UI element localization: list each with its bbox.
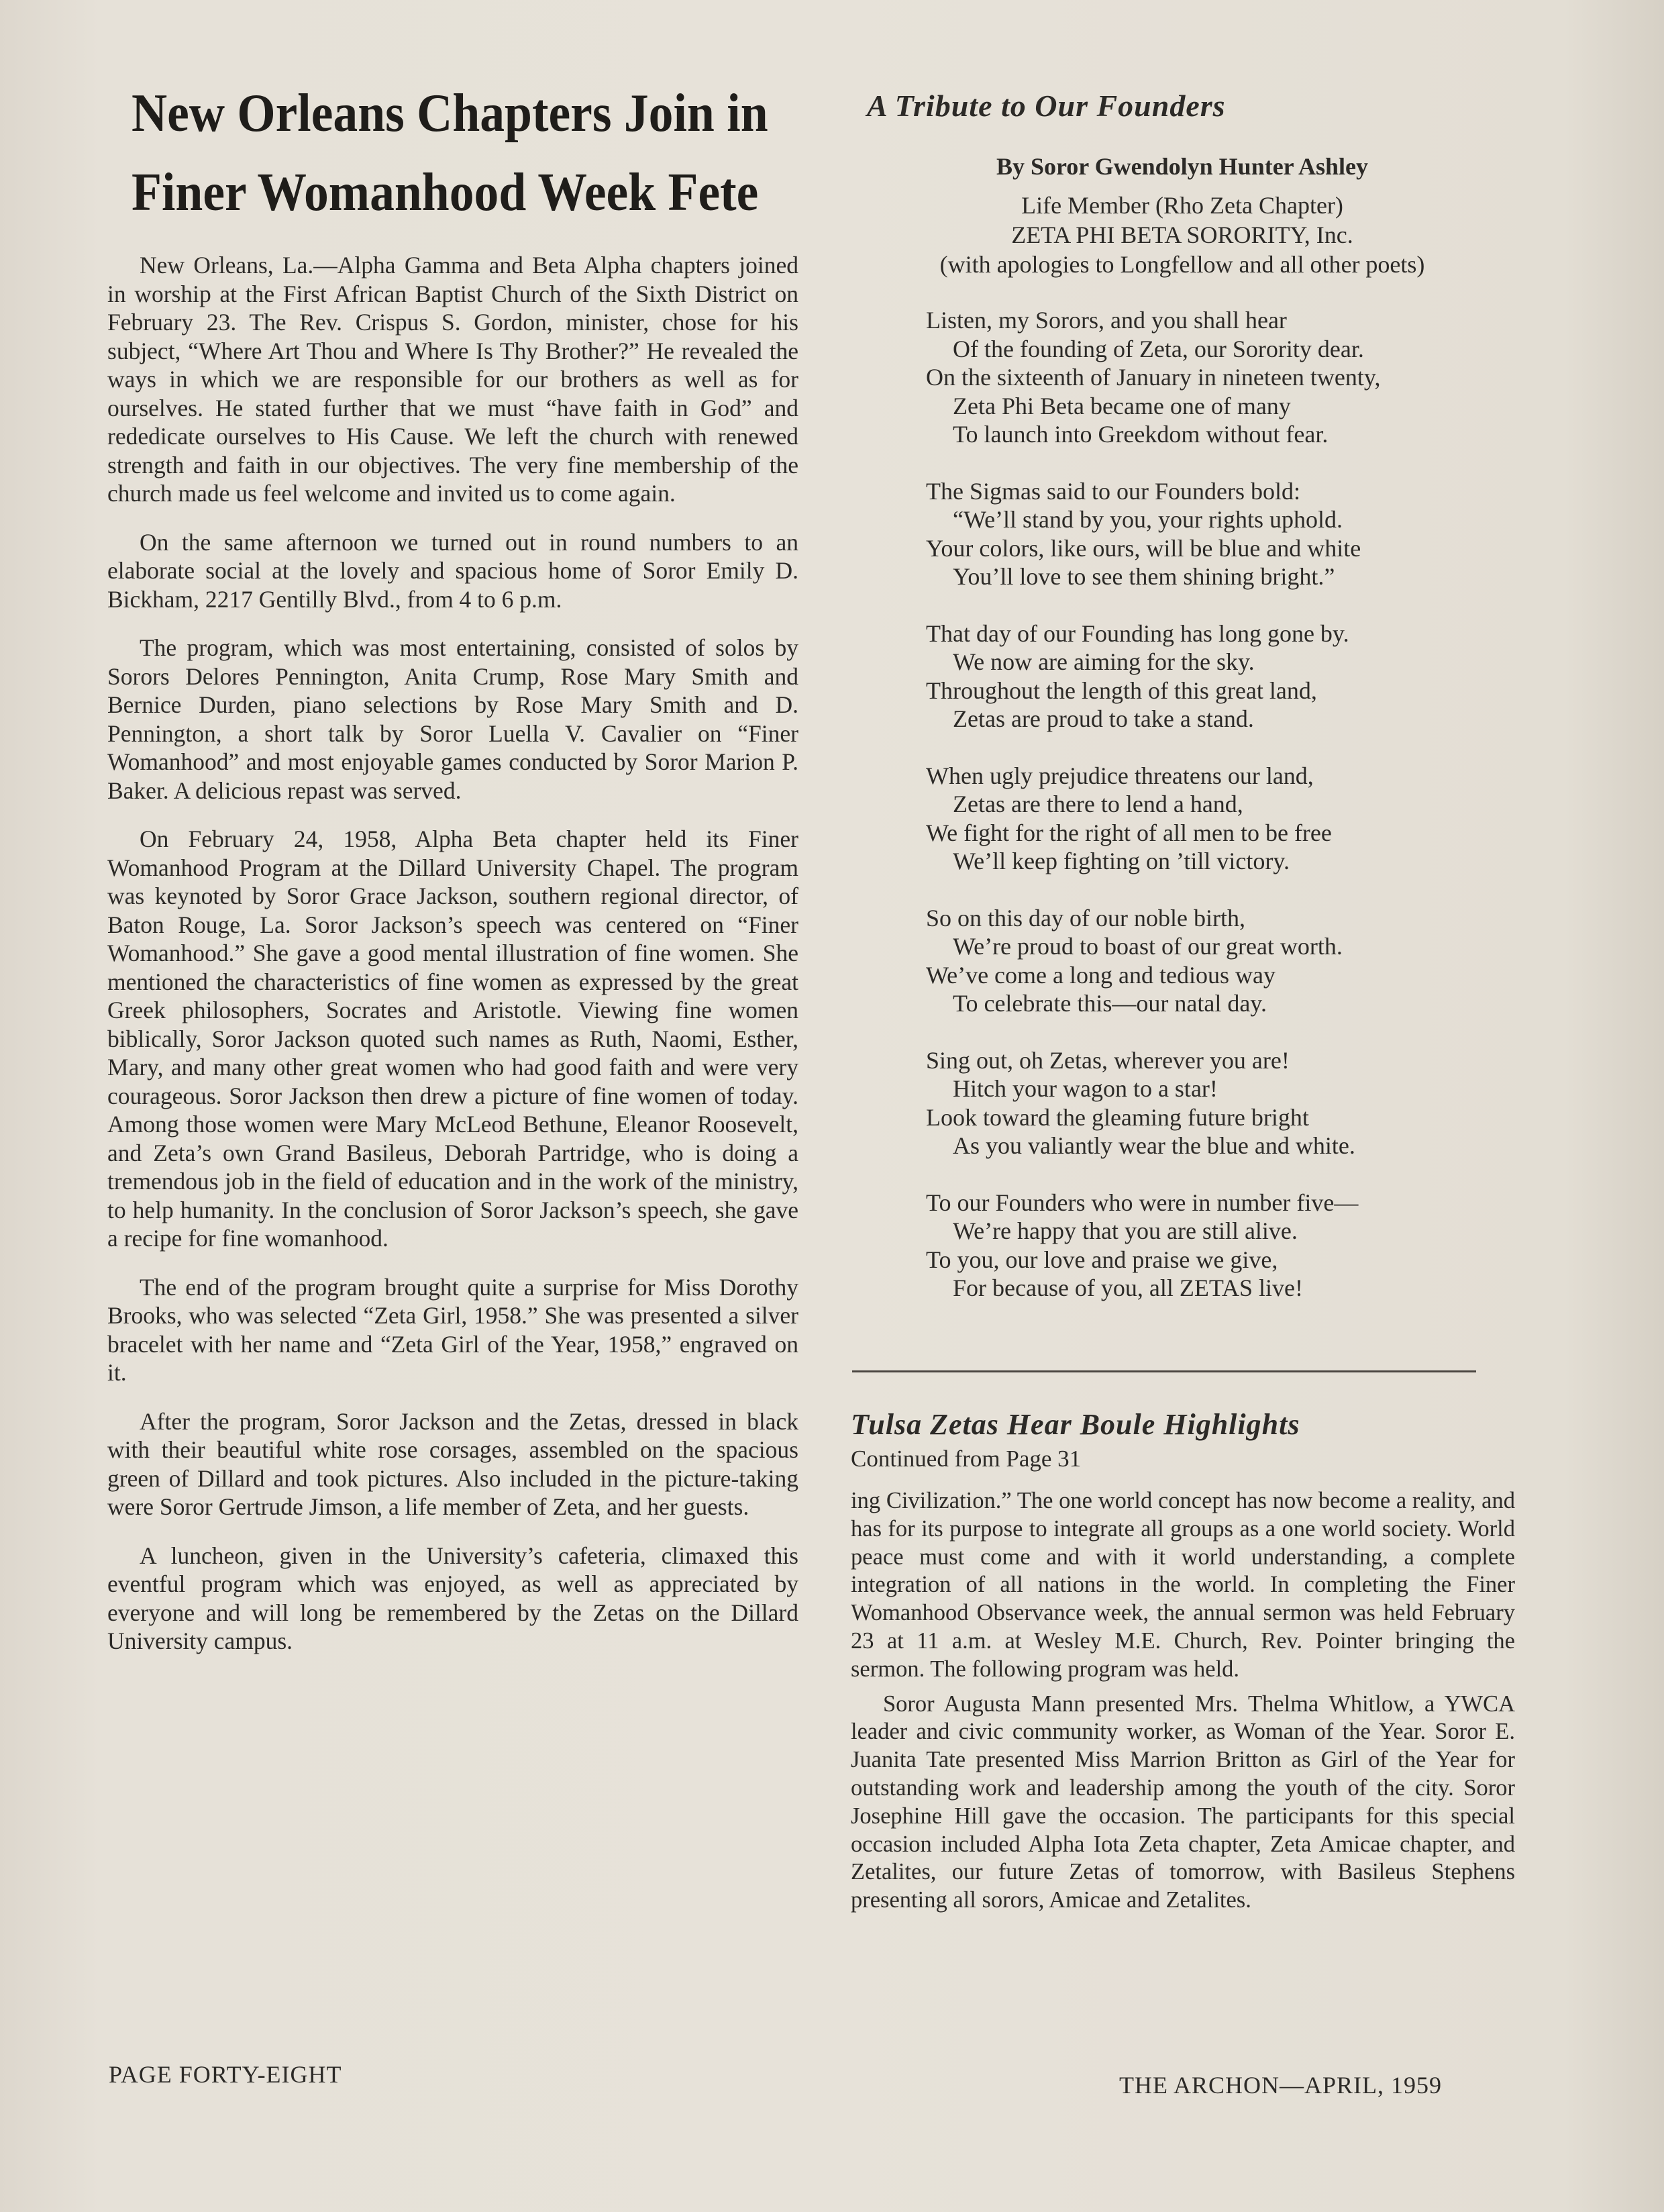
poem-line: Sing out, oh Zetas, wherever you are! bbox=[926, 1046, 1290, 1074]
continued-note: Continued from Page 31 bbox=[851, 1446, 1082, 1472]
article-paragraph: On the same afternoon we turned out in round numbers to an elaborate social at the lovely and spacious home of Soror Emily D. Bickham, 2217 Gentilly Blvd., from 4 to 6 p.m. bbox=[107, 528, 798, 613]
poem-line: Look toward the gleaming future bright bbox=[926, 1103, 1309, 1131]
poem-stanza bbox=[926, 477, 1518, 591]
poem-credit: Life Member (Rho Zeta Chapter) bbox=[1021, 192, 1343, 219]
article-paragraph: The end of the program brought quite a surprise for Miss Dorothy Brooks, who was selected “Zeta Girl, 1958.” She was presented a silver bracelet with her name and “Zeta Girl of the Year, 1958,” engraved on it. bbox=[107, 1273, 798, 1386]
poem-line: When ugly prejudice threatens our land, bbox=[926, 762, 1314, 789]
article-paragraph: A luncheon, given in the University’s cafeteria, climaxed this eventful program which was enjoyed, as well as appreciated by everyone and will long be remembered by the Zetas on the Dillard University campus. bbox=[107, 1542, 798, 1654]
poem-line: We’re proud to boast of our great worth. bbox=[953, 933, 1343, 960]
poem-line: We now are aiming for the sky. bbox=[953, 648, 1255, 675]
article-headline bbox=[132, 74, 768, 232]
poem-line: You’ll love to see them shining bright.” bbox=[953, 563, 1335, 590]
poem-line: Zetas are there to lend a hand, bbox=[953, 791, 1243, 817]
poem-line: We’re happy that you are still alive. bbox=[953, 1217, 1298, 1244]
poem-line: Listen, my Sorors, and you shall hear bbox=[926, 307, 1287, 334]
poem-line: Zeta Phi Beta became one of many bbox=[953, 392, 1291, 419]
article-paragraph: Soror Augusta Mann presented Mrs. Thelma Whitlow, a YWCA leader and civic community worker, as Woman of the Year. Soror E. Juanita Tate presented Miss Marrion Britton as Girl of the Year for outstanding work and leadership among the youth of the city. Soror Josephine Hill gave the occasion. The participants for this special occasion included Alpha Iota Zeta chapter, Zeta Amicae chapter, and Zetalites, our future Zetas of tomorrow, with Basileus Stephens presenting all sorors, Amicae and Zetalites. bbox=[851, 1691, 1515, 1913]
tulsa-article bbox=[851, 1407, 1515, 1921]
poem-credit: ZETA PHI BETA SORORITY, Inc. bbox=[1011, 221, 1353, 248]
poem-stanza bbox=[926, 904, 1518, 1018]
poem-stanza bbox=[926, 1046, 1518, 1160]
poem-line: To celebrate this—our natal day. bbox=[953, 990, 1267, 1017]
poem-line: “We’ll stand by you, your rights uphold. bbox=[953, 506, 1343, 533]
poem-line: To our Founders who were in number five— bbox=[926, 1189, 1359, 1216]
article-paragraph: ing Civilization.” The one world concept has now become a reality, and has for its purpose to integrate all groups as a one world society. World peace must come and with it world understanding, a complete integration of all nations in the world. In completing the Finer Womanhood Observance week, the annual sermon was held February 23 at 11 a.m. at Wesley M.E. Church, Rev. Pointer bringing the sermon. The following program was held. bbox=[851, 1488, 1515, 1682]
poem-line: So on this day of our noble birth, bbox=[926, 904, 1245, 932]
poem-line: For because of you, all ZETAS live! bbox=[953, 1274, 1303, 1301]
poem-line: Hitch your wagon to a star! bbox=[953, 1075, 1218, 1102]
article-paragraph: The program, which was most entertaining, consisted of solos by Sorors Delores Pennington, Anita Crump, Rose Mary Smith and Bernice Durden, piano selections by Rose Mary Smith and D. Pennington, a short talk by Soror Luella V. Cavalier on “Finer Womanhood” and most enjoyable games conducted by Soror Marion P. Baker. A delicious repast was served. bbox=[107, 634, 798, 804]
poem-stanza bbox=[926, 619, 1518, 734]
poem-line: Your colors, like ours, will be blue and white bbox=[926, 534, 1361, 562]
headline-line-1: New Orleans Chapters Join in bbox=[132, 84, 768, 143]
left-column bbox=[107, 74, 798, 1676]
section-divider bbox=[852, 1370, 1476, 1372]
poem-line: Zetas are proud to take a stand. bbox=[953, 705, 1254, 732]
poem-line: We fight for the right of all men to be free bbox=[926, 819, 1332, 846]
page-number: PAGE FORTY-EIGHT bbox=[109, 2061, 342, 2088]
poem-line: On the sixteenth of January in nineteen twenty, bbox=[926, 364, 1381, 391]
poem-line: Of the founding of Zeta, our Sorority dear. bbox=[953, 335, 1364, 362]
poem-stanza bbox=[926, 306, 1518, 449]
poem-line: Throughout the length of this great land, bbox=[926, 676, 1317, 704]
poem-line: As you valiantly wear the blue and white. bbox=[953, 1132, 1355, 1159]
poem-credit: (with apologies to Longfellow and all other poets) bbox=[939, 251, 1425, 278]
headline-line-2: Finer Womanhood Week Fete bbox=[132, 163, 759, 222]
poem-line: That day of our Founding has long gone by. bbox=[926, 619, 1349, 647]
poem-line: We’ve come a long and tedious way bbox=[926, 961, 1276, 989]
publication-date: THE ARCHON—APRIL, 1959 bbox=[1119, 2072, 1443, 2099]
poem-line: To you, our love and praise we give, bbox=[926, 1246, 1278, 1273]
poem-stanza bbox=[926, 1189, 1518, 1303]
tulsa-headline: Tulsa Zetas Hear Boule Highlights bbox=[851, 1408, 1300, 1441]
poem-title: A Tribute to Our Founders bbox=[867, 89, 1226, 123]
poem-byline: By Soror Gwendolyn Hunter Ashley bbox=[996, 153, 1369, 180]
poem-line: To launch into Greekdom without fear. bbox=[953, 421, 1329, 448]
article-paragraph: New Orleans, La.—Alpha Gamma and Beta Alpha chapters joined in worship at the First African Baptist Church of the Sixth District on February 23. The Rev. Crispus S. Gordon, minister, chose for his subject, “Where Art Thou and Where Is Thy Brother?” He revealed the ways in which we are responsible for our brothers as well as for ourselves. He stated further that we must “have faith in God” and rededicate ourselves to His Cause. We left the church with renewed strength and faith in our objectives. The very fine membership of the church made us feel welcome and invited us to come again. bbox=[107, 252, 798, 507]
poem-line: We’ll keep fighting on ’till victory. bbox=[953, 848, 1290, 874]
poem-section bbox=[847, 87, 1518, 1331]
article-paragraph: On February 24, 1958, Alpha Beta chapter held its Finer Womanhood Program at the Dillard University Chapel. The program was keynoted by Soror Grace Jackson, southern regional director, of Baton Rouge, La. Soror Jackson’s speech was centered on “Finer Womanhood.” She gave a good mental illustration of fine women. She mentioned the characteristics of fine women as expressed by the great Greek philosophers, Socrates and Aristotle. Viewing fine women biblically, Soror Jackson quoted such names as Ruth, Naomi, Esther, Mary, and many other great women who had good faith and were very courageous. Soror Jackson then drew a picture of fine women of today. Among those women were Mary McLeod Bethune, Eleanor Roosevelt, and Zeta’s own Grand Basileus, Deborah Partridge, who is doing a tremendous job in the field of education and in the work of the ministry, to help humanity. In the conclusion of Soror Jackson’s speech, she gave a recipe for fine womanhood. bbox=[107, 825, 798, 1252]
poem-body bbox=[926, 306, 1518, 1303]
poem-stanza bbox=[926, 762, 1518, 876]
article-paragraph: After the program, Soror Jackson and the Zetas, dressed in black with their beautiful white rose corsages, assembled on the spacious green of Dillard and took pictures. Also included in the picture-taking were Soror Gertrude Jimson, a life member of Zeta, and her guests. bbox=[107, 1407, 798, 1520]
poem-line: The Sigmas said to our Founders bold: bbox=[926, 477, 1300, 505]
